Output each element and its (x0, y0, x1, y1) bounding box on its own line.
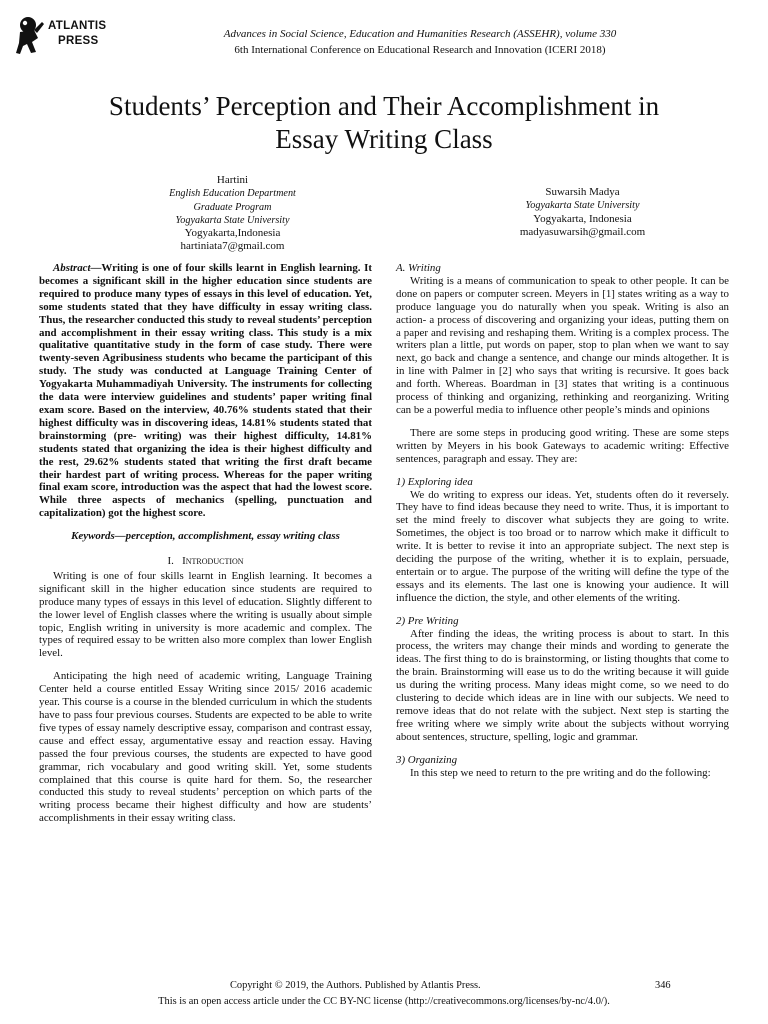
author-block-2 (470, 186, 695, 239)
author-name: Suwarsih Madya (545, 186, 620, 198)
logo-text-atlantis: ATLANTIS (48, 20, 107, 32)
section-heading-introduction (39, 555, 372, 568)
intro-paragraph-2: Anticipating the high need of academic writing, Language Training Center held a course entitled Essay Writing since 2015/ 2016 academic year. This course is a course in the blended curriculum in which the students have to pass four previous courses. Students are expected to be able to write five types of essay namely descriptive essay, comparison and contrast essay, cause and effect essay, argumentative essay and reaction essay. Having passed the four previous courses, the students are expected to have good grammar, rich vocabulary and good writing skill. Yet, some students complained that this course is quite hard for them. So, the researcher conducted this study to reveal students’ perception on which parts of the writing process became their highest difficulty and how are students’ accomplishments in their essay writing class. (39, 670, 372, 825)
section-title: Introduction (182, 555, 244, 568)
author-location: Yogyakarta, Indonesia (533, 212, 632, 225)
atlas-figure-icon (14, 16, 48, 56)
logo-text-press: PRESS (58, 35, 99, 47)
section-number: I. (167, 555, 174, 568)
step-heading-pre-writing: 2) Pre Writing (396, 614, 459, 627)
abstract-label: Abstract (53, 262, 91, 274)
step-heading-organizing: 3) Organizing (396, 753, 458, 766)
author-block-1 (120, 174, 345, 254)
title-line-2: Essay Writing Class (275, 124, 493, 154)
author-university: Yogyakarta State University (525, 200, 640, 212)
conference-header: 6th International Conference on Educational Research and Innovation (ICERI 2018) (234, 44, 606, 56)
license-notice: This is an open access article under the CC BY-NC license (http://creativecommons.org/licenses/by-nc/4.0/). (158, 996, 610, 1007)
author-program: Graduate Program (193, 201, 272, 213)
copyright-notice: Copyright © 2019, the Authors. Published by Atlantis Press. (230, 980, 481, 991)
author-location: Yogyakarta,Indonesia (184, 227, 281, 240)
author-department: English Education Department (169, 188, 296, 200)
title-line-1: Students’ Perception and Their Accomplishment in (108, 91, 660, 121)
step-text-exploring-idea: We do writing to express our ideas. Yet, students often do it reversely. They have to find ideas because they need to write. Thus, it is important to set the mind freely to discover what subjects they are going to write. Sometimes, the object is too broad or to narrow which make it difficult to write. It is better to revise it into an appropriate subject. The next step is deciding the purpose of the writing, whether it is to explain, persuade, entertain or to argue. The purpose of the writing will define the type of the essays and its elements. The last one is knowing your audience. It will influence the diction, the style, and other elements of the writing. (396, 488, 729, 604)
abstract-text: —Writing is one of four skills learnt in English learning. It becomes a significant skill in the higher education since students are required to produce many types of essays in this level of education. Yet, some students stated that they have difficulty in essay writing class. Thus, the researcher conducted this study to reveal students’ perception and accomplishment in their essay writing class. This study is a mix qualitative quantitative study in the form of case study. There were twenty-seven Agribusiness students who became the participant of this study. The study was conducted at Language Training Center of Yogyakarta Muhammadiyah University. The instruments for collecting the data were interview guidelines and students’ paper writing final exam score. Based on the interview, 40.76% students stated that their highest difficulty was in discovering ideas, 14.81% students stated that brainstorming (pre- writing) was their highest difficulty, 14.81% students stated that organizing the idea is their highest difficulty and the rest, 29.62% students stated that writing the first draft became their hardest part of writing process. Whereas for the paper writing final exam score, introduction was the aspect that had the lowest score. While three aspects of mechanics (spelling, punctuation and capitalization) got the highest score. (39, 262, 372, 520)
page-number: 346 (655, 980, 671, 991)
series-header: Advances in Social Science, Education and Humanities Research (ASSEHR), volume 330 (223, 28, 617, 40)
author-university: Yogyakarta State University (175, 214, 290, 226)
writing-paragraph-2: There are some steps in producing good writing. These are some steps written by Meyers in his book Gateways to academic writing: Effective sentences, paragraph and essay. They are: (396, 426, 729, 465)
author-email[interactable]: hartiniata7@gmail.com (180, 240, 285, 253)
paper-title (40, 90, 728, 156)
abstract (39, 262, 372, 520)
step-text-organizing: In this step we need to return to the pre writing and do the following: (410, 766, 711, 779)
step-text-pre-writing: After finding the ideas, the writing process is about to start. In this process, the writers may change their minds and wording to generate the ideas. The first thing to do is brainstorming, or listing thoughts that come to the brain. Brainstorming will ease us to do the writing because it will guide us during the writing process. Many ideas might come, so we need to do clustering to decide which ideas are in line with our subjects. We need to remove ideas that do not relate with the subject. Next step is starting the free writing where we simply write about the subjects without worrying about sentences, structure, spelling, logic and grammar. (396, 627, 729, 743)
writing-paragraph-1: Writing is a means of communication to speak to other people. It can be done on papers or computer screen. Meyers in [1] states writing as a way to produce language you do naturally when you speak. Writing is also an action- a process of discovering and organizing your ideas, putting them on a paper and revising and reshaping them. Writing is a complex process. The writers plan a little, put words on paper, stop to plan when we want to say next, go back and change a sentence, and change our minds altogether. It is in line with Palmer in [2] who says that writing is recursive. It goes back and forth. Whereas. Boardman in [3] states that writing is a continuous process of thinking and organizing, rethinking and reorganizing. Writing can be a powerful media to influence other people’s minds and opinions (396, 274, 729, 416)
atlantis-press-logo (14, 16, 124, 58)
keywords: Keywords—perception, accomplishment, essay writing class (71, 530, 340, 543)
author-email[interactable]: madyasuwarsih@gmail.com (519, 225, 646, 238)
step-heading-exploring-idea: 1) Exploring idea (396, 475, 473, 488)
right-column (396, 262, 729, 780)
subsection-heading-writing: A. Writing (396, 262, 441, 274)
intro-paragraph-1: Writing is one of four skills learnt in English learning. It becomes a significant skill in the higher education since students are required to produce many types of essays in this level of education. Slightly different to the lower level of English classes where the writing is usually about simple topic, English writing in university is more academic and complex. The types of required essay to be written also more complex than lower English level. (39, 569, 372, 660)
author-name: Hartini (216, 174, 249, 186)
left-column (39, 262, 372, 825)
